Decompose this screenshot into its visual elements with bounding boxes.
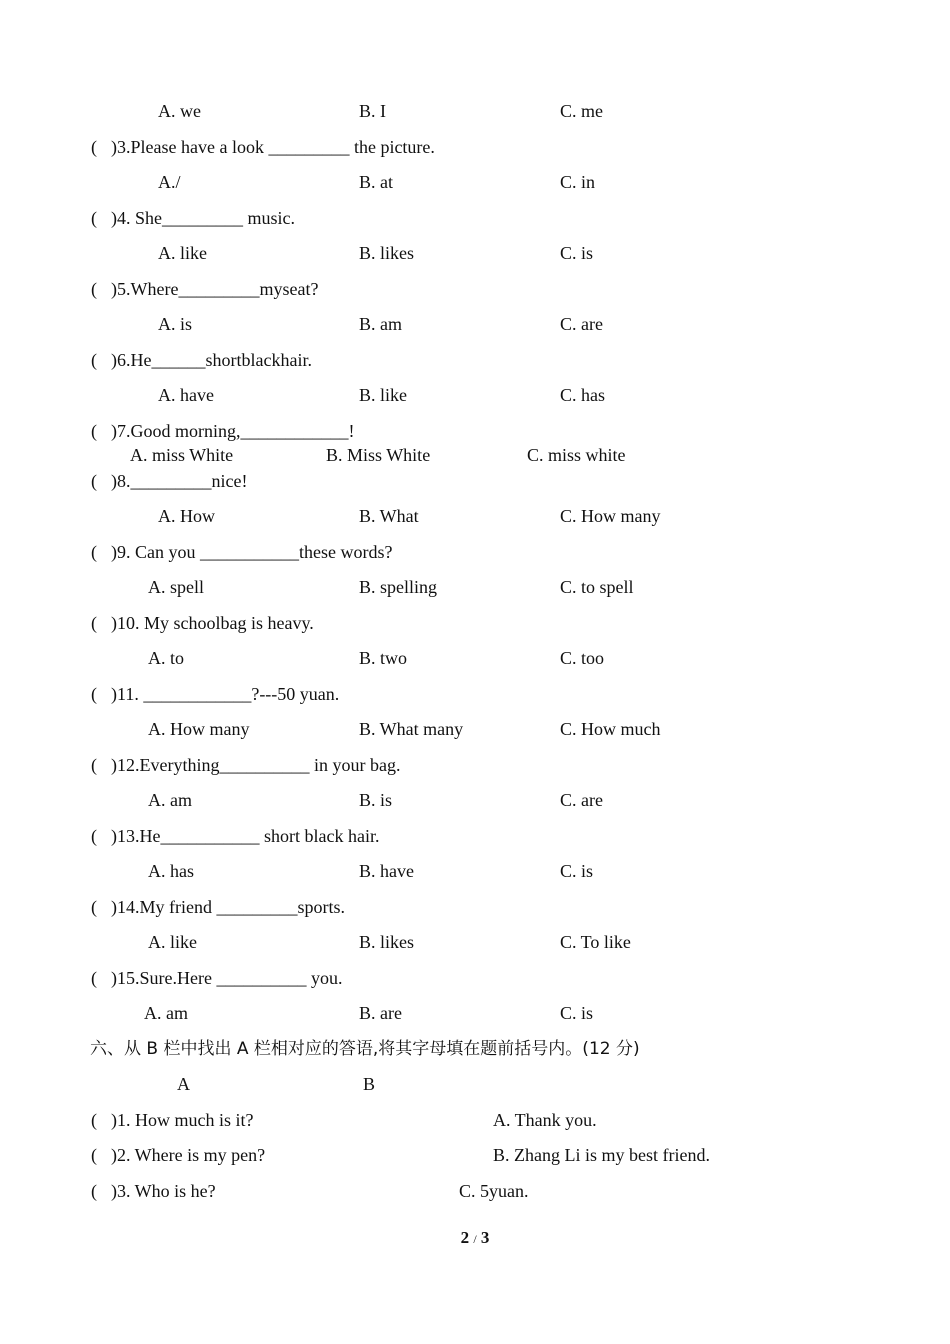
option-a: A. like (158, 243, 207, 263)
question-text: )15.Sure.Here __________ you. (111, 968, 343, 988)
option-c: C. How many (560, 506, 661, 526)
question-text: )7.Good morning,____________! (111, 421, 355, 441)
page-total: 3 (480, 1228, 490, 1247)
option-a: A. miss White (130, 445, 234, 465)
answer-paren: ( (91, 208, 97, 228)
question-text: )3.Please have a look _________ the picture. (111, 137, 435, 157)
option-b: B. What many (359, 719, 464, 739)
option-a: A. am (144, 1003, 188, 1023)
column-a-label: A (177, 1074, 190, 1094)
option-c: C. is (560, 861, 594, 881)
option-a: A. we (158, 101, 201, 121)
option-b: B. am (359, 314, 402, 334)
question-text: )14.My friend _________sports. (111, 897, 345, 917)
option-b: B. likes (359, 932, 415, 952)
option-b: B. Miss White (326, 445, 431, 465)
question-text: )4. She_________ music. (111, 208, 295, 228)
option-a: A. like (148, 932, 197, 952)
option-b: B. spelling (359, 577, 438, 597)
option-b: B. two (359, 648, 408, 668)
question-text: )8._________nice! (111, 471, 248, 491)
option-a: A. have (158, 385, 214, 405)
answer-paren: ( (91, 542, 97, 562)
answer-paren: ( (91, 471, 97, 491)
answer-paren: ( (91, 1110, 97, 1130)
answer-paren: ( (91, 897, 97, 917)
page-number (0, 1228, 950, 1248)
option-a: A. How many (148, 719, 250, 739)
option-c: C. has (560, 385, 605, 405)
option-b: B. are (359, 1003, 402, 1023)
option-a: A. spell (148, 577, 204, 597)
question-text: )6.He______shortblackhair. (111, 350, 312, 370)
option-c: C. to spell (560, 577, 634, 597)
question-text: )13.He___________ short black hair. (111, 826, 380, 846)
question-text: )11. ____________?---50 yuan. (111, 684, 340, 704)
page-separator: / (473, 1232, 477, 1246)
option-b: B. likes (359, 243, 415, 263)
answer-paren: ( (91, 968, 97, 988)
option-b: B. at (359, 172, 393, 192)
answer-paren: ( (91, 1145, 97, 1165)
option-c: C. me (560, 101, 603, 121)
option-c: C. is (560, 1003, 594, 1023)
option-c: C. are (560, 314, 603, 334)
answer-paren: ( (91, 613, 97, 633)
option-c: C. How much (560, 719, 661, 739)
option-a: A./ (158, 172, 181, 192)
match-question: )3. Who is he? (111, 1181, 216, 1201)
option-a: A. am (148, 790, 192, 810)
column-b-label: B (363, 1074, 376, 1094)
answer-paren: ( (91, 684, 97, 704)
match-question: )2. Where is my pen? (111, 1145, 266, 1165)
answer-paren: ( (91, 137, 97, 157)
option-b: B. What (359, 506, 419, 526)
option-c: C. To like (560, 932, 631, 952)
question-text: )10. My schoolbag is heavy. (111, 613, 314, 633)
match-answer: C. 5yuan. (459, 1181, 529, 1201)
option-b: B. like (359, 385, 407, 405)
option-c: C. in (560, 172, 596, 192)
answer-paren: ( (91, 421, 97, 441)
option-a: A. has (148, 861, 194, 881)
option-b: B. I (359, 101, 386, 121)
option-c: C. is (560, 243, 594, 263)
question-text: )12.Everything__________ in your bag. (111, 755, 401, 775)
option-c: C. are (560, 790, 603, 810)
match-question: )1. How much is it? (111, 1110, 254, 1130)
answer-paren: ( (91, 755, 97, 775)
option-c: C. miss white (527, 445, 626, 465)
section-heading: 六、从 B 栏中找出 A 栏相对应的答语,将其字母填在题前括号内。(12 分) (90, 1039, 640, 1059)
question-text: )5.Where_________myseat? (111, 279, 319, 299)
answer-paren: ( (91, 279, 97, 299)
option-c: C. too (560, 648, 605, 668)
option-b: B. have (359, 861, 414, 881)
answer-paren: ( (91, 350, 97, 370)
match-answer: B. Zhang Li is my best friend. (493, 1145, 710, 1165)
option-a: A. to (148, 648, 184, 668)
question-text: )9. Can you ___________these words? (111, 542, 393, 562)
option-a: A. How (158, 506, 215, 526)
match-answer: A. Thank you. (493, 1110, 597, 1130)
option-a: A. is (158, 314, 193, 334)
answer-paren: ( (91, 826, 97, 846)
option-b: B. is (359, 790, 393, 810)
answer-paren: ( (91, 1181, 97, 1201)
page-current: 2 (460, 1228, 470, 1247)
